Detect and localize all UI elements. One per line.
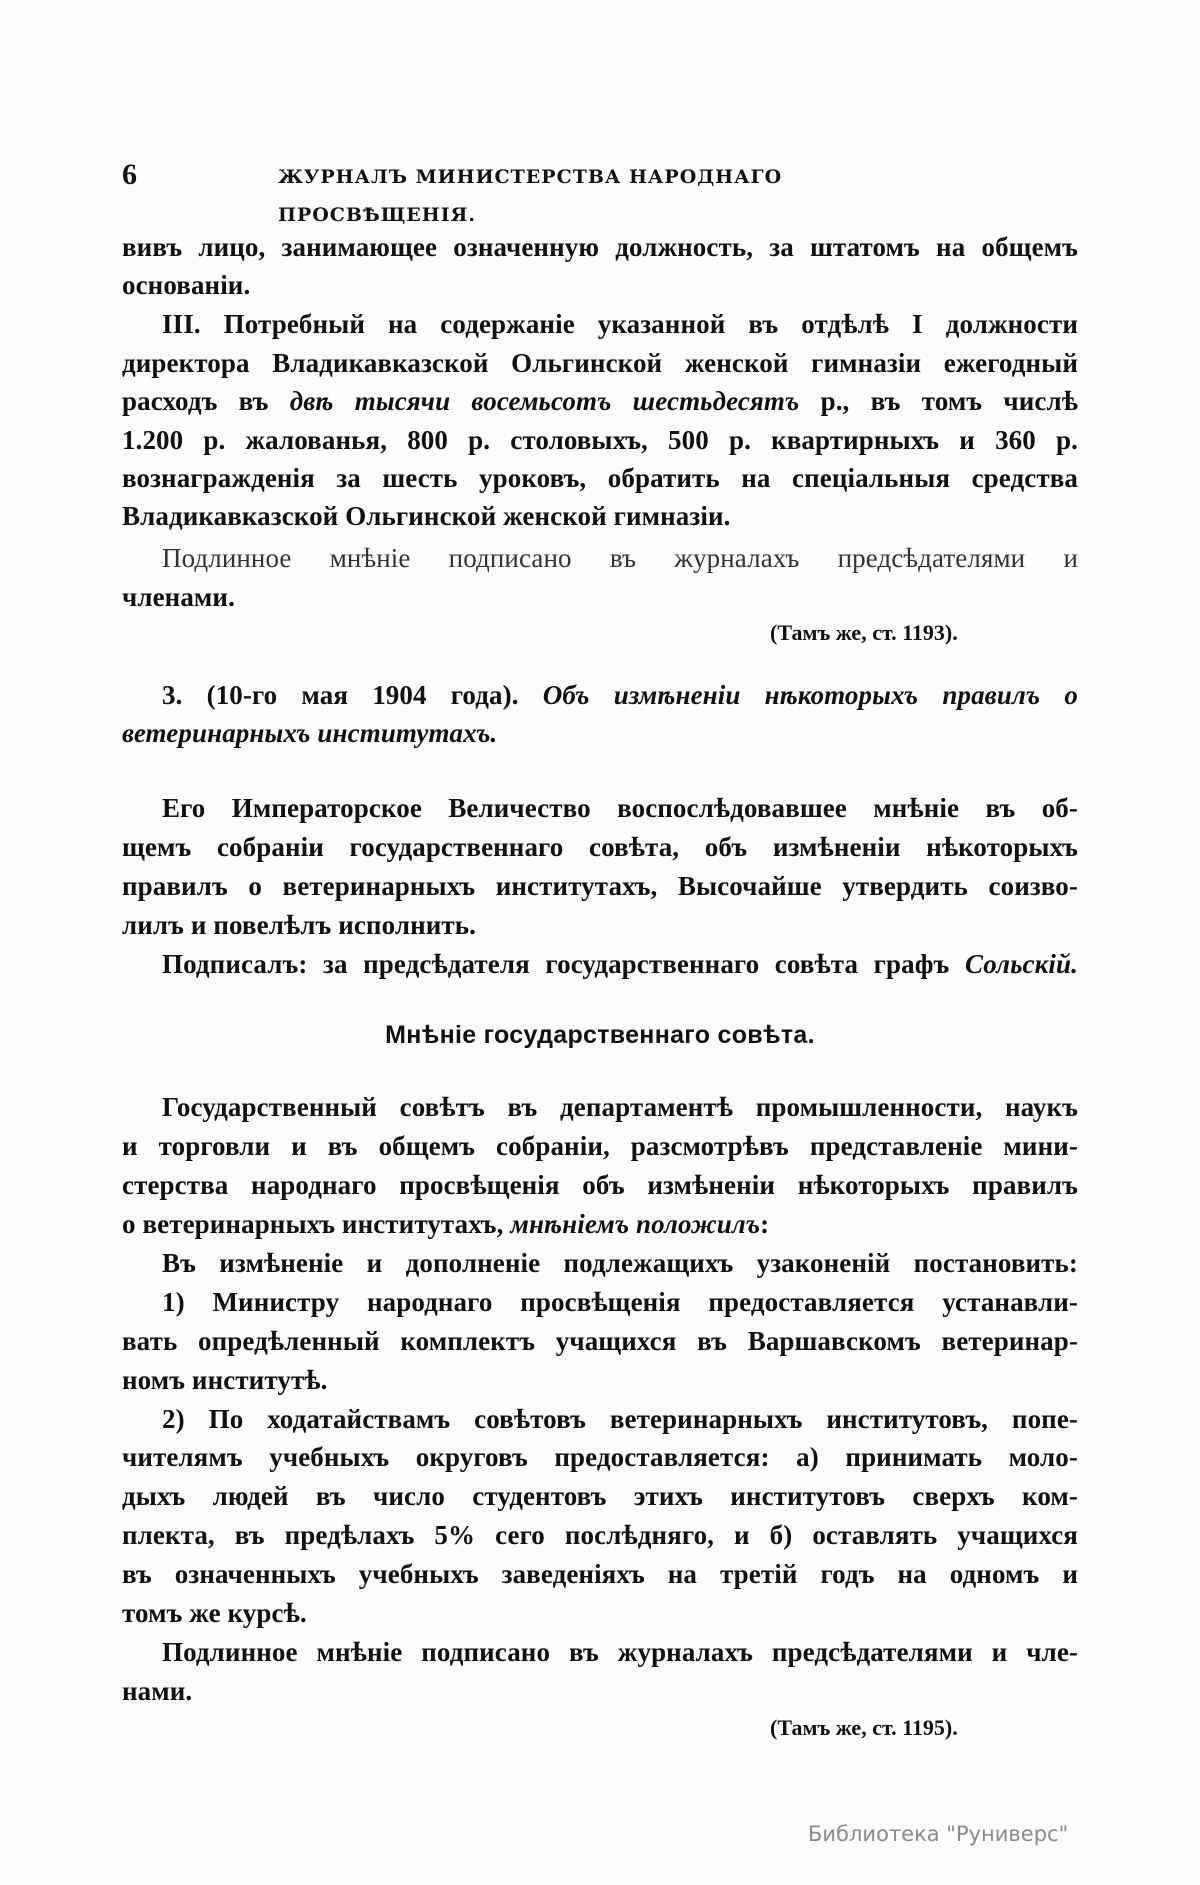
text-run: : bbox=[760, 1209, 770, 1239]
text-line: Его Императорское Величество воспослѣдовавшее мнѣніе въ об- bbox=[162, 793, 1078, 823]
italic-amount: двѣ тысячи восемьсотъ шестьдесятъ bbox=[289, 386, 800, 416]
running-head bbox=[122, 156, 952, 226]
citation: (Тамъ же, ст. 1193). bbox=[770, 620, 958, 645]
text-line: вать опредѣленный комплектъ учащихся въ Варшавскомъ ветеринар- bbox=[122, 1326, 1078, 1356]
text-run: р., въ томъ числѣ bbox=[799, 386, 1078, 416]
text-line: Въ измѣненіе и дополненіе подлежащихъ узаконеній постановить: bbox=[162, 1248, 1078, 1278]
text-line: директора Владикавказской Ольгинской женской гимназіи ежегодный bbox=[122, 348, 1078, 378]
text-line: Владикавказской Ольгинской женской гимназіи. bbox=[122, 501, 731, 531]
text-line: лилъ и повелѣлъ исполнить. bbox=[122, 910, 476, 940]
citation: (Тамъ же, ст. 1195). bbox=[770, 1715, 958, 1740]
text-line: нами. bbox=[122, 1676, 193, 1706]
text-line: Государственный совѣтъ въ департаментѣ промышленности, наукъ bbox=[162, 1092, 1078, 1122]
item-title-line bbox=[162, 676, 1078, 714]
text-line: основаніи. bbox=[122, 270, 251, 300]
text-run: о ветеринарныхъ институтахъ, bbox=[122, 1209, 511, 1239]
text-line: чителямъ учебныхъ округовъ предоставляется: а) принимать моло- bbox=[122, 1442, 1078, 1472]
text-line: стерства народнаго просвѣщенія объ измѣненіи нѣкоторыхъ правилъ bbox=[122, 1170, 1078, 1200]
text-line: и торговли и въ общемъ собраніи, разсмотрѣвъ представленіе мини- bbox=[122, 1131, 1078, 1161]
item-title-line: ветеринарныхъ институтахъ. bbox=[122, 718, 498, 748]
text-line: членами. bbox=[122, 582, 235, 612]
text-line: щемъ собраніи государственнаго совѣта, объ измѣненіи нѣкоторыхъ bbox=[122, 832, 1078, 862]
signatory-name: Сольскій. bbox=[964, 949, 1078, 979]
text-line bbox=[122, 1205, 1078, 1243]
signed-by-line bbox=[162, 945, 1078, 983]
text-run: Подписалъ: за предсѣдателя государственнаго совѣта графъ bbox=[162, 949, 965, 979]
text-run: расходъ въ bbox=[122, 386, 290, 416]
text-line: 2) По ходатайствамъ совѣтовъ ветеринарныхъ институтовъ, попе- bbox=[162, 1404, 1078, 1434]
text-line: Подлинное мнѣніе подписано въ журналахъ предсѣдателями и чле- bbox=[162, 1637, 1078, 1667]
text-line: номъ институтѣ. bbox=[122, 1365, 328, 1395]
text-line: III. Потребный на содержаніе указанной въ отдѣлѣ I должности bbox=[162, 309, 1078, 339]
journal-title: ЖУРНАЛЪ МИНИСТЕРСТВА НАРОДНАГО ПРОСВѢЩЕНІЯ. bbox=[278, 166, 783, 226]
text-line: томъ же курсѣ. bbox=[122, 1598, 307, 1628]
text-line: вивъ лицо, занимающее означенную должность, за штатомъ на общемъ bbox=[122, 232, 1078, 262]
text-line bbox=[122, 382, 1078, 420]
italic-phrase: мнѣніемъ положилъ bbox=[510, 1209, 761, 1239]
item-title-italic: Объ измѣненіи нѣкоторыхъ правилъ о bbox=[542, 680, 1078, 710]
text-line: дыхъ людей въ число студентовъ этихъ институтовъ сверхъ ком- bbox=[122, 1481, 1078, 1511]
text-line: плекта, въ предѣлахъ 5% сего послѣдняго, и б) оставлять учащихся bbox=[122, 1520, 1078, 1550]
page-number: 6 bbox=[122, 158, 137, 191]
text-line: правилъ о ветеринарныхъ институтахъ, Высочайше утвердить соизво- bbox=[122, 871, 1078, 901]
text-line: въ означенныхъ учебныхъ заведеніяхъ на третій годъ на одномъ и bbox=[122, 1559, 1078, 1589]
text-line: вознагражденія за шесть уроковъ, обратить на спеціальныя средства bbox=[122, 463, 1078, 493]
text-line: 1.200 р. жалованья, 800 р. столовыхъ, 500 р. квартирныхъ и 360 р. bbox=[122, 425, 1078, 455]
section-heading: Мнѣніе государственнаго совѣта. bbox=[385, 1021, 815, 1049]
item-number-date: 3. (10-го мая 1904 года). bbox=[162, 680, 519, 710]
text-line: Подлинное мнѣніе подписано въ журналахъ предсѣдателями и bbox=[162, 543, 1078, 573]
library-watermark: Библиотека "Руниверс" bbox=[808, 1822, 1069, 1846]
text-line: 1) Министру народнаго просвѣщенія предоставляется устанавли- bbox=[162, 1287, 1078, 1317]
